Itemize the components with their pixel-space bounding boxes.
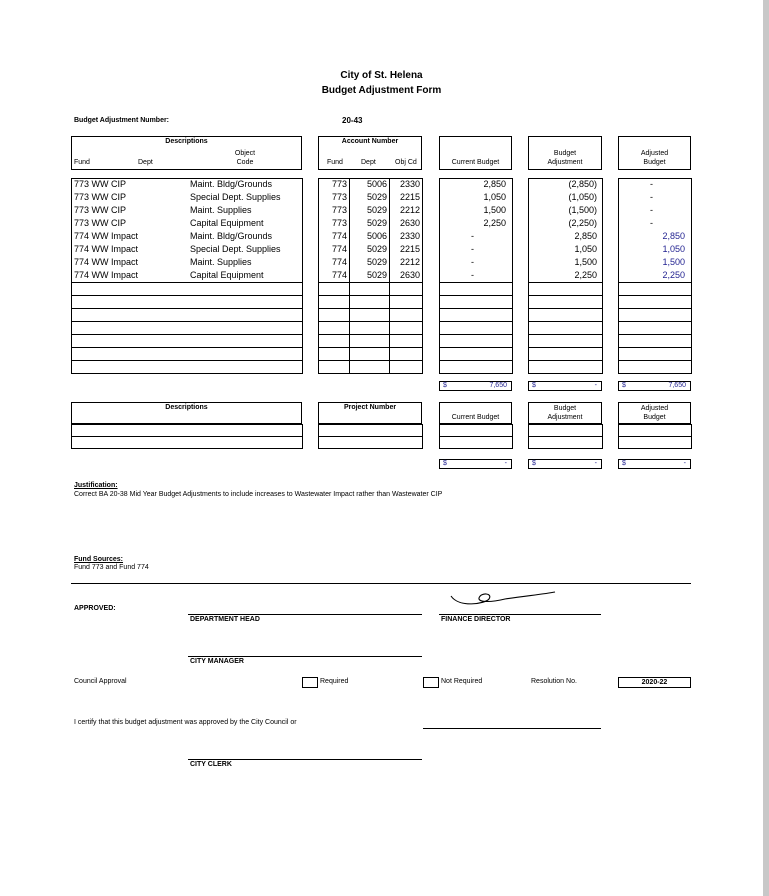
cell-acct-dept: 5029 — [366, 270, 387, 280]
cell-object: Maint. Supplies — [190, 205, 252, 215]
finance-director-line — [439, 614, 601, 615]
council-approval-label: Council Approval — [74, 678, 127, 685]
project-adjusted-budget-header: Adjusted Budget — [618, 402, 691, 424]
cell-current-budget: - — [471, 270, 474, 280]
justification-label: Justification: — [74, 482, 118, 489]
cell-acct-dept: 5029 — [366, 244, 387, 254]
table-rule — [71, 360, 302, 361]
resolution-number: 2020-22 — [618, 677, 691, 688]
table-rule — [439, 360, 512, 361]
form-subtitle: Budget Adjustment Form — [321, 85, 442, 96]
cell-acct-fund: 774 — [331, 244, 347, 254]
page-edge — [763, 0, 769, 896]
table-rule — [528, 308, 602, 309]
table-rule — [528, 347, 602, 348]
project-number-header: Project Number — [318, 402, 422, 424]
resolution-label: Resolution No. — [531, 678, 577, 685]
table-rule — [528, 282, 602, 283]
table-rule — [528, 321, 602, 322]
table-rule — [439, 295, 512, 296]
cell-acct-obj: 2330 — [399, 231, 420, 241]
cell-adjusted-budget: 2,250 — [662, 270, 685, 280]
fund-sources-text: Fund 773 and Fund 774 — [74, 564, 149, 571]
project-table-rule — [71, 436, 302, 437]
cell-acct-dept: 5029 — [366, 205, 387, 215]
department-head-line — [188, 614, 422, 615]
cell-acct-obj: 2215 — [399, 192, 420, 202]
project-descriptions-header: Descriptions — [71, 402, 302, 424]
table-rule — [439, 347, 512, 348]
descriptions-header: Descriptions Fund Dept Object Code — [71, 136, 302, 170]
total-current-budget: $ 7,650 — [439, 381, 512, 391]
city-manager-label: CITY MANAGER — [190, 658, 244, 665]
cell-acct-fund: 774 — [331, 257, 347, 267]
cell-fund-dept: 774 WW Impact — [74, 244, 139, 254]
cell-acct-fund: 774 — [331, 231, 347, 241]
city-clerk-label: CITY CLERK — [190, 761, 232, 768]
cell-budget-adjustment: 2,250 — [574, 270, 597, 280]
table-rule — [71, 334, 302, 335]
project-current-budget-header: Current Budget — [439, 402, 512, 424]
table-rule — [618, 321, 691, 322]
table-rule — [618, 334, 691, 335]
approved-label: APPROVED: — [74, 605, 116, 612]
cell-acct-obj: 2630 — [399, 218, 420, 228]
table-rule — [318, 321, 422, 322]
cell-adjusted-budget: - — [650, 205, 653, 215]
project-table-rule — [439, 436, 512, 437]
table-rule — [71, 347, 302, 348]
cell-acct-fund: 773 — [331, 218, 347, 228]
table-rule — [618, 360, 691, 361]
city-clerk-line — [188, 759, 422, 760]
adjustment-number: 20-43 — [342, 116, 363, 125]
table-rule — [439, 321, 512, 322]
cell-acct-obj: 2212 — [399, 205, 420, 215]
cell-acct-fund: 773 — [331, 205, 347, 215]
required-checkbox[interactable] — [302, 677, 318, 688]
cell-acct-obj: 2215 — [399, 244, 420, 254]
table-rule — [318, 360, 422, 361]
cell-budget-adjustment: (2,250) — [568, 218, 597, 228]
table-rule — [528, 360, 602, 361]
table-rule — [618, 347, 691, 348]
cell-current-budget: 1,500 — [483, 205, 506, 215]
certify-text: I certify that this budget adjustment was approved by the City Council or — [74, 719, 297, 726]
cell-budget-adjustment: (2,850) — [568, 179, 597, 189]
budget-adjustment-header: Budget Adjustment — [528, 136, 602, 170]
cell-adjusted-budget: - — [650, 192, 653, 202]
cell-object: Maint. Bldg/Grounds — [190, 231, 273, 241]
finance-director-signature — [445, 590, 560, 610]
cell-acct-dept: 5029 — [366, 218, 387, 228]
adjusted-budget-header: Adjusted Budget — [618, 136, 691, 170]
cell-fund-dept: 774 WW Impact — [74, 231, 139, 241]
table-rule — [318, 282, 422, 283]
fund-sources-label: Fund Sources: — [74, 556, 124, 563]
cell-fund-dept: 774 WW Impact — [74, 270, 139, 280]
table-rule — [618, 308, 691, 309]
cell-object: Capital Equipment — [190, 218, 264, 228]
department-head-label: DEPARTMENT HEAD — [190, 616, 260, 623]
cell-current-budget: - — [471, 257, 474, 267]
cell-budget-adjustment: 1,500 — [574, 257, 597, 267]
cell-adjusted-budget: 2,850 — [662, 231, 685, 241]
table-rule — [618, 295, 691, 296]
col-object-code: Object Code — [234, 150, 256, 166]
table-rule — [318, 308, 422, 309]
cell-acct-fund: 774 — [331, 270, 347, 280]
cell-budget-adjustment: 2,850 — [574, 231, 597, 241]
project-budget-adjustment-header: Budget Adjustment — [528, 402, 602, 424]
table-rule — [618, 282, 691, 283]
current-budget-header: Current Budget — [439, 136, 512, 170]
total-adjusted-budget: $ 7,650 — [618, 381, 691, 391]
not-required-checkbox[interactable] — [423, 677, 439, 688]
table-rule — [71, 321, 302, 322]
cell-budget-adjustment: (1,050) — [568, 192, 597, 202]
table-rule — [318, 347, 422, 348]
cell-budget-adjustment: 1,050 — [574, 244, 597, 254]
cell-object: Maint. Bldg/Grounds — [190, 179, 273, 189]
cell-fund-dept: 773 WW CIP — [74, 205, 127, 215]
table-rule — [318, 334, 422, 335]
table-rule — [71, 308, 302, 309]
cell-fund-dept: 773 WW CIP — [74, 218, 127, 228]
table-rule — [439, 308, 512, 309]
cell-object: Capital Equipment — [190, 270, 264, 280]
table-rule — [528, 334, 602, 335]
justification-text: Correct BA 20-38 Mid Year Budget Adjustments to include increases to Wastewater Impact rather than Wastewater CIP — [74, 491, 443, 498]
cell-object: Maint. Supplies — [190, 257, 252, 267]
cell-current-budget: 1,050 — [483, 192, 506, 202]
project-total-adjusted: $ - — [618, 459, 691, 469]
project-table-rule — [528, 436, 602, 437]
section-divider — [71, 583, 691, 584]
form-title: City of St. Helena — [340, 70, 423, 81]
table-rule — [528, 295, 602, 296]
cell-acct-dept: 5029 — [366, 257, 387, 267]
cell-current-budget: 2,850 — [483, 179, 506, 189]
account-number-header: Account Number Fund Dept Obj Cd — [318, 136, 422, 170]
cell-fund-dept: 774 WW Impact — [74, 257, 139, 267]
project-table-rule — [318, 436, 422, 437]
cell-current-budget: 2,250 — [483, 218, 506, 228]
cell-acct-obj: 2630 — [399, 270, 420, 280]
cell-budget-adjustment: (1,500) — [568, 205, 597, 215]
cell-adjusted-budget: 1,050 — [662, 244, 685, 254]
cell-current-budget: - — [471, 231, 474, 241]
table-rule — [71, 282, 302, 283]
cell-acct-obj: 2212 — [399, 257, 420, 267]
cell-fund-dept: 773 WW CIP — [74, 179, 127, 189]
cell-current-budget: - — [471, 244, 474, 254]
cell-adjusted-budget: - — [650, 218, 653, 228]
not-required-label: Not Required — [441, 678, 483, 685]
col-dept: Dept — [138, 159, 153, 166]
cell-acct-obj: 2330 — [399, 179, 420, 189]
cell-object: Special Dept. Supplies — [190, 244, 281, 254]
city-manager-line — [188, 656, 422, 657]
adjustment-number-label: Budget Adjustment Number: — [74, 117, 170, 124]
total-budget-adjustment: $ - — [528, 381, 602, 391]
finance-director-label: FINANCE DIRECTOR — [441, 616, 511, 623]
cell-acct-dept: 5029 — [366, 192, 387, 202]
cell-object: Special Dept. Supplies — [190, 192, 281, 202]
col-fund: Fund — [74, 159, 90, 166]
certify-line — [423, 728, 601, 729]
project-total-adjustment: $ - — [528, 459, 602, 469]
project-table-rule — [618, 436, 691, 437]
cell-acct-dept: 5006 — [366, 231, 387, 241]
table-rule — [439, 334, 512, 335]
cell-adjusted-budget: - — [650, 179, 653, 189]
table-rule — [439, 282, 512, 283]
cell-fund-dept: 773 WW CIP — [74, 192, 127, 202]
cell-acct-fund: 773 — [331, 192, 347, 202]
project-total-current: $ - — [439, 459, 512, 469]
table-rule — [318, 295, 422, 296]
required-label: Required — [320, 678, 349, 685]
table-rule — [71, 295, 302, 296]
cell-acct-fund: 773 — [331, 179, 347, 189]
cell-acct-dept: 5006 — [366, 179, 387, 189]
cell-adjusted-budget: 1,500 — [662, 257, 685, 267]
